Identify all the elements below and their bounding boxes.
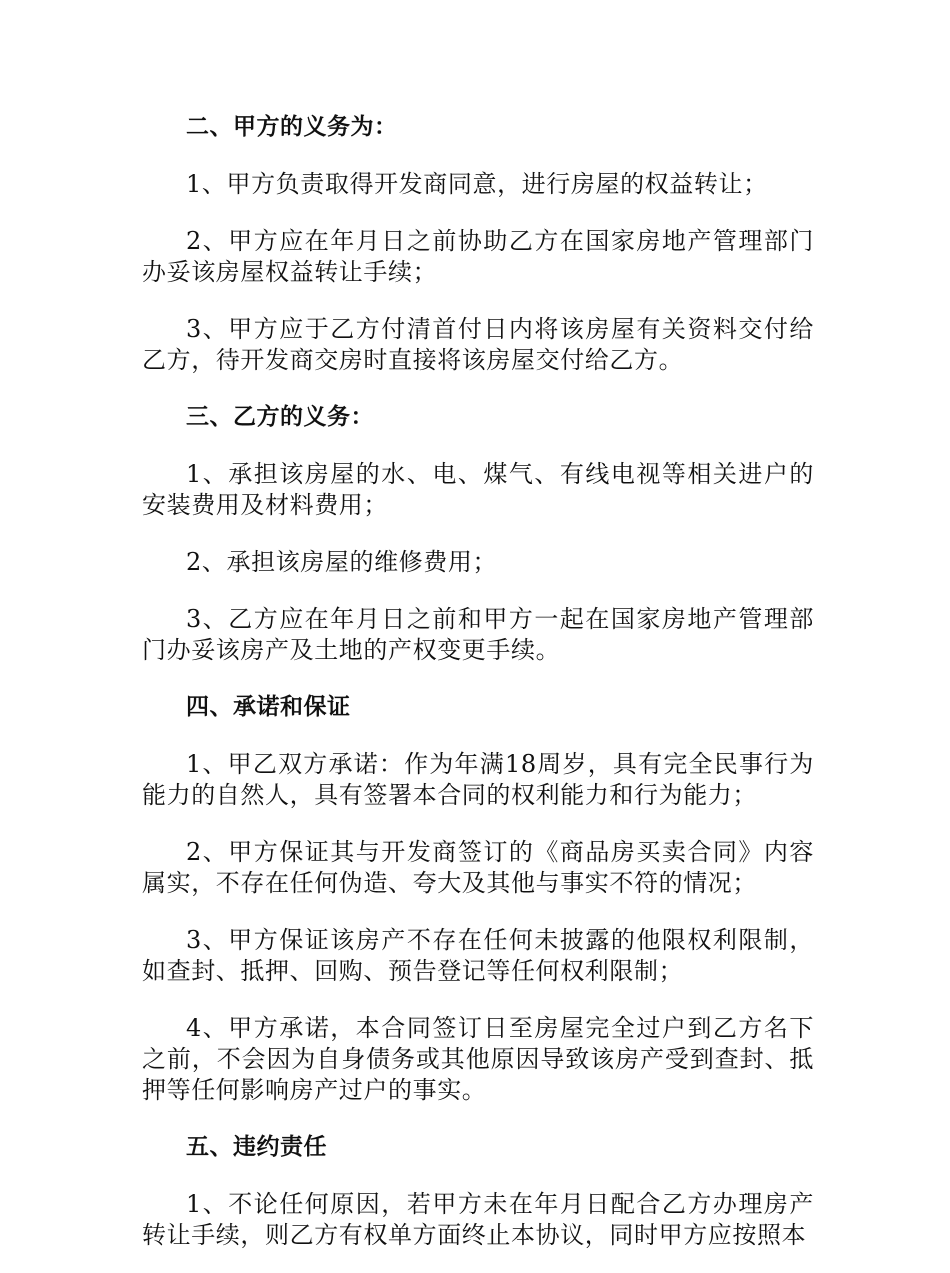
paragraph: 2、甲方应在年月日之前协助乙方在国家房地产管理部门办妥该房屋权益转让手续； [142, 227, 814, 286]
paragraph: 1、甲方负责取得开发商同意，进行房屋的权益转让； [186, 170, 768, 198]
paragraph: 1、不论任何原因，若甲方未在年月日配合乙方办理房产转让手续，则乙方有权单方面终止本协议，同时甲方应按照本 [142, 1190, 814, 1249]
paragraph: 3、乙方应在年月日之前和甲方一起在国家房地产管理部门办妥该房产及土地的产权变更手续。 [142, 605, 814, 664]
paragraph: 4、甲方承诺，本合同签订日至房屋完全过户到乙方名下之前，不会因为自身债务或其他原因导致该房产受到查封、抵押等任何影响房产过户的事实。 [142, 1014, 814, 1104]
paragraph: 3、甲方应于乙方付清首付日内将该房屋有关资料交付给乙方，待开发商交房时直接将该房屋交付给乙方。 [142, 315, 814, 374]
paragraph: 2、承担该房屋的维修费用； [186, 548, 498, 576]
paragraph: 3、甲方保证该房产不存在任何未披露的他限权利限制，如查封、抵押、回购、预告登记等任何权利限制； [142, 926, 814, 985]
section-heading-obligations-party-b: 三、乙方的义务： [186, 404, 374, 430]
section-heading-commitments: 四、承诺和保证 [186, 694, 351, 720]
paragraph: 1、承担该房屋的水、电、煤气、有线电视等相关进户的安装费用及材料费用； [142, 460, 814, 519]
paragraph: 2、甲方保证其与开发商签订的《商品房买卖合同》内容属实，不存在任何伪造、夸大及其他与事实不符的情况； [142, 838, 814, 897]
document-body [142, 112, 814, 1273]
section-heading-breach-liability: 五、违约责任 [186, 1134, 327, 1160]
paragraph: 1、甲乙双方承诺：作为年满18周岁，具有完全民事行为能力的自然人，具有签署本合同的权利能力和行为能力； [142, 750, 814, 809]
section-heading-obligations-party-a: 二、甲方的义务为： [186, 114, 398, 140]
